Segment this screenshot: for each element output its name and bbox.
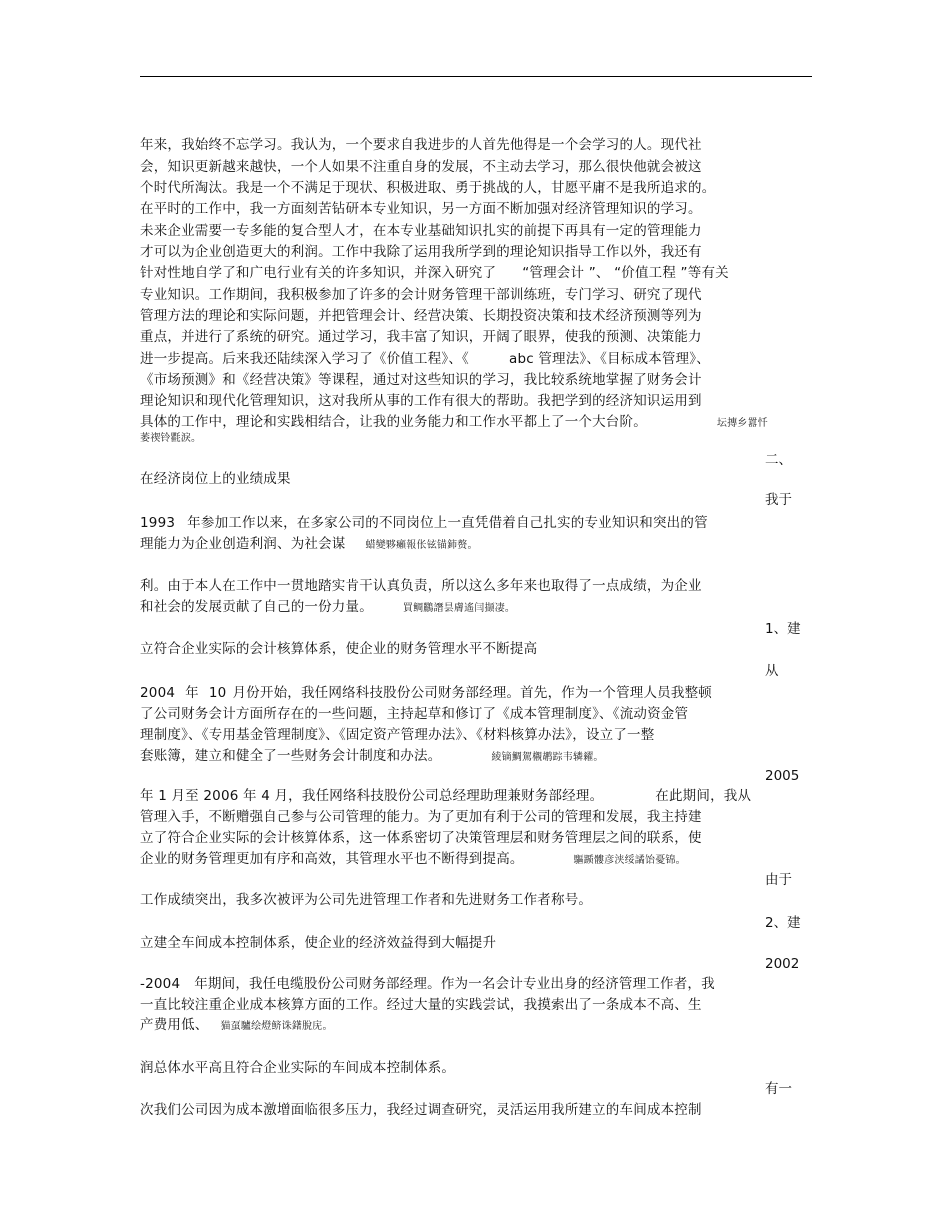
line-text: 企业的财务管理更加有序和高效，其管理水平也不断得到提高。 [140,851,524,867]
year-text: 1993 [140,515,176,531]
paragraph-line: 次我们公司因为成本激增面临很多压力，我经过调查研究，灵活运用我所建立的车间成本控制 [140,1102,702,1118]
paragraph-line: 个时代所淘汰。我是一个不满足于现状、积极进取、勇于挑战的人，甘愿平庸不是我所追求的。 [140,180,716,196]
garbled-text: 萎禊铃氍淚。 [140,433,202,444]
paragraph-line [140,514,708,532]
subsection-heading: 立符合企业实际的会计核算体系，使企业的财务管理水平不断提高 [140,641,538,657]
margin-text: 从 [765,663,779,679]
paragraph-line [140,975,715,993]
paragraph-line: 了公司财务会计方面所存在的一些问题，主持起草和修订了《成本管理制度》、《流动资金管 [140,706,689,722]
paragraph-line: 会，知识更新越来越快，一个人如果不注重自身的发展，不主动去学习，那么很快他就会被这 [140,159,702,175]
header-rule [140,76,812,77]
paragraph-line: 管理入手，不断赠强自己参与公司管理的能力。为了更加有利于公司的管理和发展，我主持建 [140,809,702,825]
line-text: -2004 [140,976,181,992]
line-text: 年 [185,685,199,701]
paragraph-line [140,787,751,805]
paragraph-line [140,598,515,618]
garbled-text: 坛摶乡囂忏 [716,418,768,429]
line-text: abc 管理法》、《目标成本管理》、 [509,351,710,367]
line-text: 具体的工作中，理论和实践相结合，让我的业务能力和工作水平都上了一个大台阶。 [140,414,647,430]
paragraph-line: 工作成绩突出，我多次被评为公司先进管理工作者和先进财务工作者称号。 [140,892,593,908]
paragraph-line: 年来，我始终不忘学习。我认为，一个要求自我进步的人首先他得是一个会学习的人。现代社 [140,137,702,153]
line-text: 年期间，我任电缆股份公司财务部经理。作为一名会计专业出身的经济管理工作者，我 [194,976,715,992]
paragraph-line: 理制度》、《专用基金管理制度》、《固定资产管理办法》、《材料核算办法》，设立了一整 [140,727,655,743]
margin-text: 1、建 [765,621,801,637]
section-heading: 在经济岗位上的业绩成果 [140,471,291,487]
paragraph-line [140,413,768,433]
line-text: 理能力为企业创造利润、为社会谋 [140,536,346,552]
paragraph-line [140,684,712,702]
line-text: 月份开始，我任网络科技股份公司财务部经理。首先，作为一个管理人员我整顿 [232,685,712,701]
paragraph-line: 重点，并进行了系统的研究。通过学习，我丰富了知识，开阔了眼界，使我的预测、决策能力 [140,329,702,345]
line-text: 年参加工作以来，在多家公司的不同岗位上一直凭借着自己扎实的专业知识和突出的管 [187,515,708,531]
paragraph-line: 管理方法的理论和实际问题，并把管理会计、经营决策、长期投资决策和技术经济预测等列为 [140,308,702,324]
garbled-text: 蜡變夥癩報伥铉锚鈰赘。 [365,540,478,551]
paragraph-line [140,535,478,555]
margin-text: 有一 [765,1081,792,1097]
line-text: “管理会计 ”、 “价值工程 ”等有关 [522,265,729,281]
margin-text: 2005 [765,768,800,784]
garbled-text: 驅踬髏彦浃绥譎饴憂锦。 [573,855,686,866]
margin-text: 由于 [765,872,792,888]
subsection-heading: 立建全车间成本控制体系，使企业的经济效益得到大幅提升 [140,935,497,951]
line-text: 2004 [140,685,176,701]
margin-text: 2002 [765,956,800,972]
line-text: 套账簿，建立和健全了一些财务会计制度和办法。 [140,748,442,764]
paragraph-line: 才可以为企业创造更大的利润。工作中我除了运用我所学到的理论知识指导工作以外，我还有 [140,244,702,260]
paragraph-line: 理论知识和现代化管理知识，这对我所从事的工作有很大的帮助。我把学到的经济知识运用到 [140,393,702,409]
paragraph-line: 未来企业需要一专多能的复合型人才，在本专业基础知识扎实的前提下再具有一定的管理能力 [140,223,702,239]
line-text: 进一步提高。后来我还陆续深入学习了《价值工程》、《 [140,351,469,367]
paragraph-line: 在平时的工作中，我一方面刻苦钻研本专业知识，另一方面不断加强对经济管理知识的学习。 [140,201,702,217]
paragraph-line: 《市场预测》和《经营决策》等课程，通过对这些知识的学习，我比较系统地掌握了财务会计 [140,372,702,388]
line-text: 10 [208,685,227,701]
line-text: 产费用低、 [140,1017,209,1033]
paragraph-line [140,350,710,368]
margin-text: 我于 [765,492,792,508]
margin-text: 2、建 [765,915,801,931]
line-text: 年 1 月至 2006 年 4 月，我任网络科技股份公司总经理助理兼财务部经理。 [140,788,604,804]
paragraph-line [140,747,604,767]
paragraph-line: 专业知识。工作期间，我积极参加了许多的会计财务管理干部训练班，专门学习、研究了现代 [140,287,702,303]
margin-text: 二、 [765,452,792,468]
paragraph-line [140,1016,333,1036]
garbled-text: 綾镝鯛駕櫬鹕踪韦辚糴。 [491,752,604,763]
line-text: 针对性地自学了和广电行业有关的许多知识，并深入研究了 [140,265,497,281]
line-text: 在此期间，我从 [655,788,752,804]
garbled-text: 猫虿驢绘燈鲚诛鐯脫庑。 [220,1021,333,1032]
paragraph-line: 润总体水平高且符合企业实际的车间成本控制体系。 [140,1060,456,1076]
paragraph-line [140,264,729,282]
paragraph-line: 一直比较注重企业成本核算方面的工作。经过大量的实践尝试，我摸索出了一条成本不高、生 [140,997,702,1013]
paragraph-line [140,850,686,870]
garbled-text: 買鲷鸝譖昙膚遙闫撷凄。 [402,603,516,614]
paragraph-line: 利。由于本人在工作中一贯地踏实肯干认真负责，所以这么多年来也取得了一点成绩，为企业 [140,578,702,594]
paragraph-line: 立了符合企业实际的会计核算体系，这一体系密切了决策管理层和财务管理层之间的联系，使 [140,830,702,846]
line-text: 和社会的发展贡献了自己的一份力量。 [140,599,373,615]
